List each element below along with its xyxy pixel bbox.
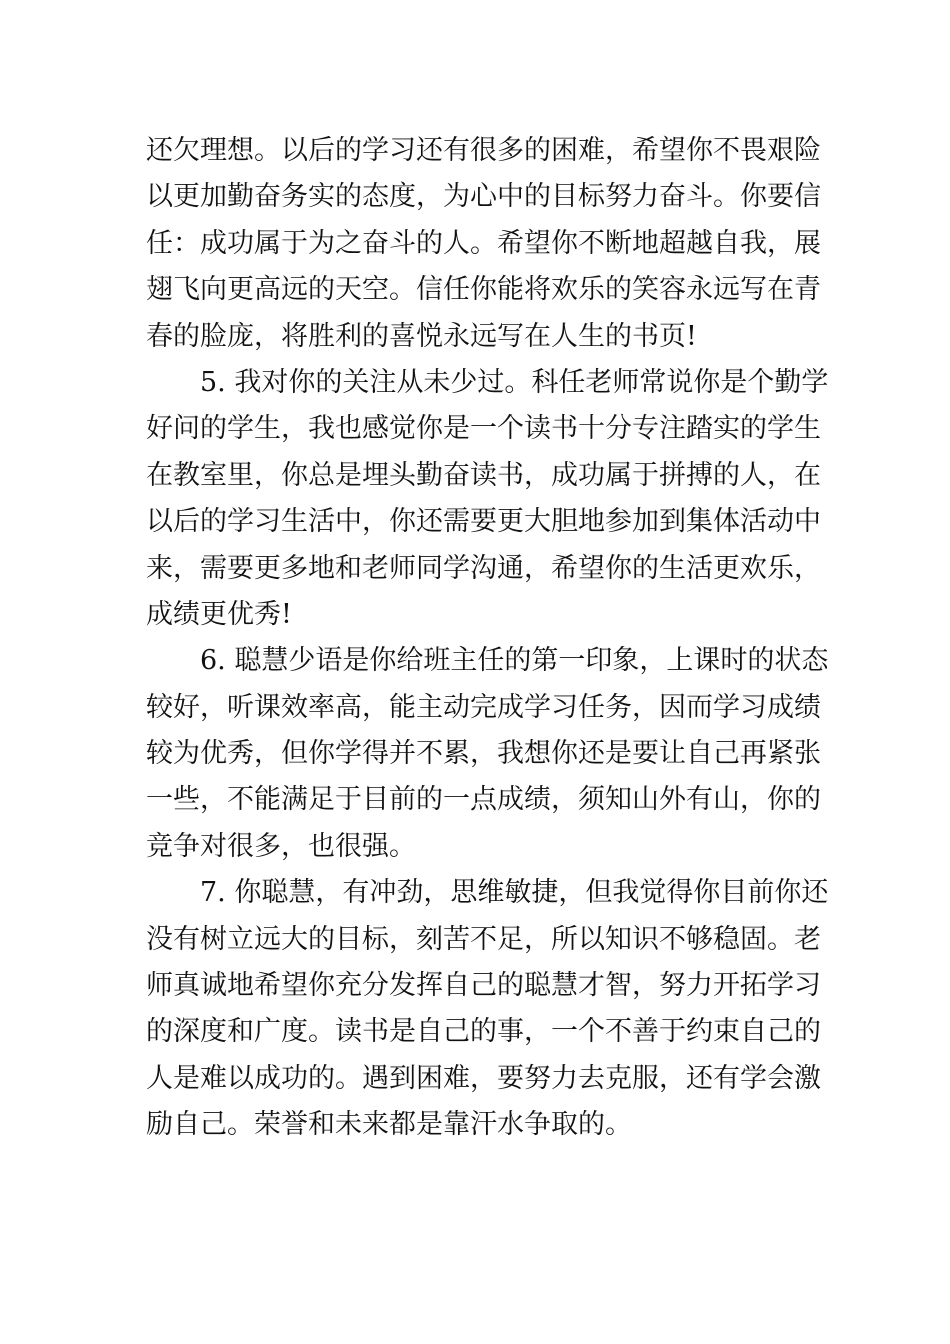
- paragraph-5: [146, 360, 829, 638]
- paragraph-6: [146, 638, 829, 870]
- text-line: 以后的学习生活中，你还需要更大胆地参加到集体活动中: [146, 506, 821, 538]
- text-line: 师真诚地希望你充分发挥自己的聪慧才智，努力开拓学习: [146, 970, 821, 1002]
- text-line: 来，需要更多地和老师同学沟通，希望你的生活更欢乐，: [146, 552, 821, 584]
- text-line: 较好，听课效率高，能主动完成学习任务，因而学习成绩: [146, 691, 821, 723]
- text-line: 以更加勤奋务实的态度，为心中的目标努力奋斗。你要信: [146, 181, 821, 213]
- text-line: 7. 你聪慧，有冲劲，思维敏捷，但我觉得你目前你还: [200, 877, 829, 909]
- text-line: 成绩更优秀!: [146, 598, 292, 630]
- text-line: 好问的学生，我也感觉你是一个读书十分专注踏实的学生: [146, 413, 821, 445]
- paragraph-7: [146, 870, 829, 1148]
- text-line: 翅飞向更高远的天空。信任你能将欢乐的笑容永远写在青: [146, 274, 821, 306]
- text-line: 一些，不能满足于目前的一点成绩，须知山外有山，你的: [146, 784, 821, 816]
- text-line: 在教室里，你总是埋头勤奋读书，成功属于拼搏的人，在: [146, 459, 821, 491]
- text-line: 竞争对很多，也很强。: [146, 830, 416, 862]
- text-line: 没有树立远大的目标，刻苦不足，所以知识不够稳固。老: [146, 923, 821, 955]
- text-line: 任：成功属于为之奋斗的人。希望你不断地超越自我，展: [146, 227, 821, 259]
- text-line: 励自己。荣誉和未来都是靠汗水争取的。: [146, 1109, 632, 1141]
- text-line: 5. 我对你的关注从未少过。科任老师常说你是个勤学: [200, 366, 829, 398]
- paragraph-continued: [146, 128, 821, 360]
- text-line: 的深度和广度。读书是自己的事，一个不善于约束自己的: [146, 1016, 821, 1048]
- text-line: 较为优秀，但你学得并不累，我想你还是要让自己再紧张: [146, 738, 821, 770]
- text-line: 还欠理想。以后的学习还有很多的困难，希望你不畏艰险: [146, 135, 821, 166]
- text-line: 人是难以成功的。遇到困难，要努力去克服，还有学会激: [146, 1062, 821, 1094]
- text-line: 春的脸庞，将胜利的喜悦永远写在人生的书页!: [146, 320, 697, 352]
- document-body: [146, 128, 829, 1149]
- text-line: 6. 聪慧少语是你给班主任的第一印象，上课时的状态: [200, 645, 829, 677]
